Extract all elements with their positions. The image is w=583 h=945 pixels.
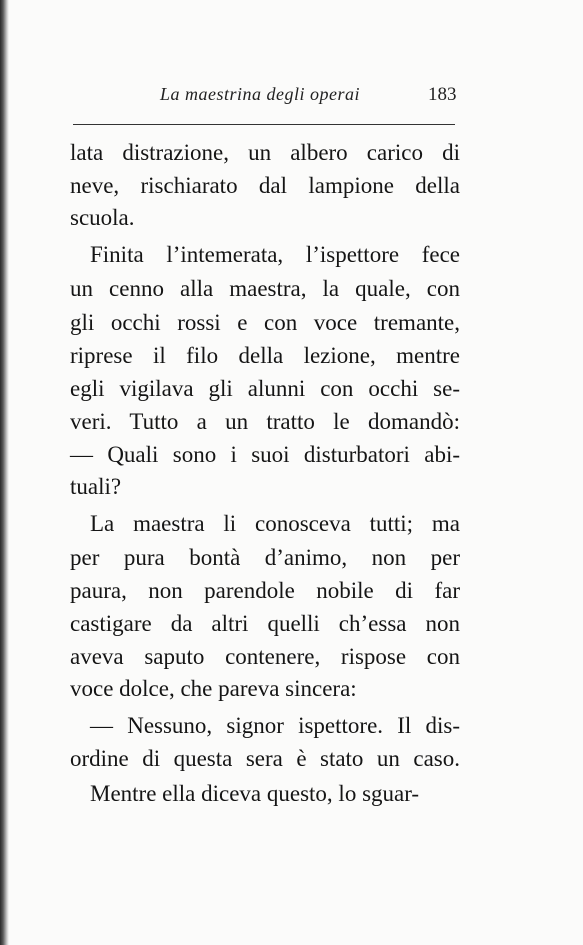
- text-line: paura, non parendole nobile di far: [70, 578, 460, 603]
- text-line: riprese il filo della lezione, mentre: [70, 343, 460, 368]
- text-line: egli vigilava gli alunni con occhi se-: [70, 376, 460, 401]
- text-line: voce dolce, che pareva sincera:: [70, 676, 357, 701]
- running-title: La maestrina degli operai: [160, 84, 360, 104]
- text-line: ordine di questa sera è stato un caso.: [70, 746, 460, 771]
- text-line: un cenno alla maestra, la quale, con: [70, 276, 460, 301]
- header-rule: [73, 124, 455, 125]
- text-line: lata distrazione, un albero carico di: [70, 140, 460, 165]
- text-line: neve, rischiarato dal lampione della: [70, 173, 460, 198]
- text-line: aveva saputo contenere, rispose con: [70, 644, 460, 669]
- text-line: Mentre ella diceva questo, lo sguar-: [90, 781, 420, 806]
- text-line: gli occhi rossi e con voce tremante,: [70, 310, 460, 335]
- text-line: tuali?: [70, 474, 122, 499]
- text-line: scuola.: [70, 205, 135, 230]
- page-number: 183: [428, 84, 457, 105]
- text-line: castigare da altri quelli ch’essa non: [70, 611, 460, 636]
- page-binding-edge: [0, 0, 9, 945]
- text-line: per pura bontà d’animo, non per: [70, 545, 460, 570]
- text-line: La maestra li conosceva tutti; ma: [90, 511, 460, 536]
- text-line: — Nessuno, signor ispettore. Il dis-: [90, 713, 460, 738]
- text-line: Finita l’intemerata, l’ispettore fece: [90, 242, 460, 267]
- text-line: — Quali sono i suoi disturbatori abi-: [70, 442, 460, 467]
- text-line: veri. Tutto a un tratto le domandò:: [70, 409, 460, 434]
